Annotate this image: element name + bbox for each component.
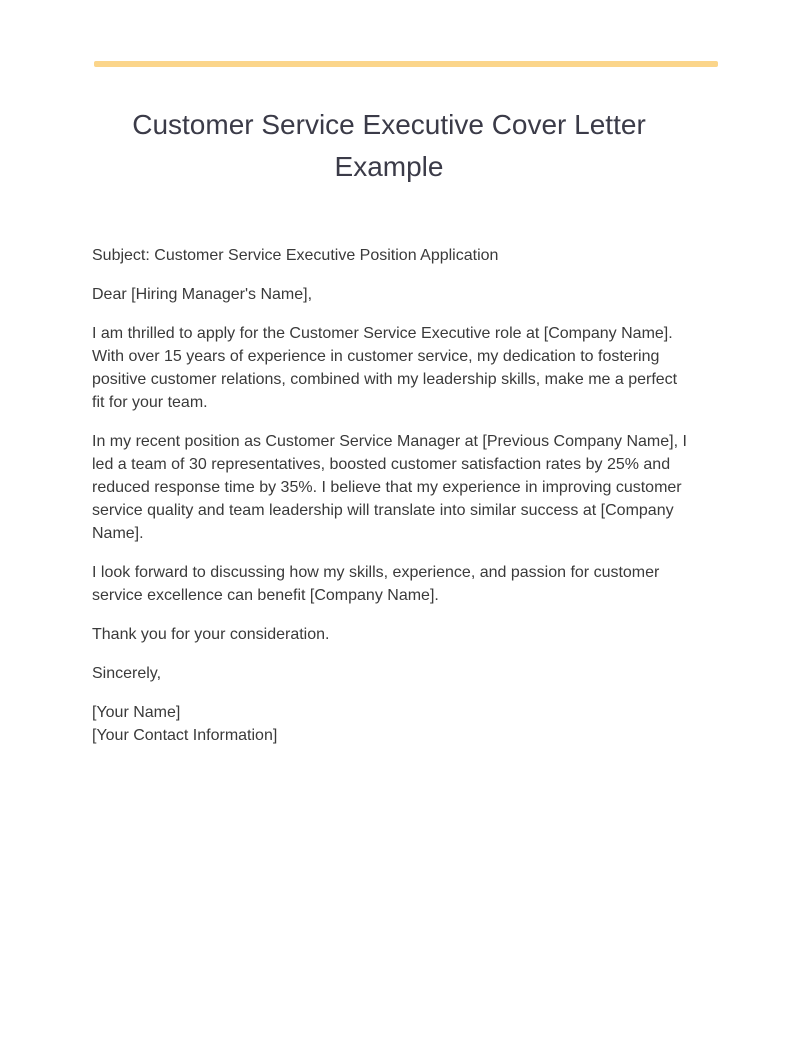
letter-thanks: Thank you for your consideration. (92, 626, 330, 643)
letter-paragraph-1: I am thrilled to apply for the Customer Service Executive role at [Company Name]. With over 15 years of experience in customer service, my dedication to fostering positive customer relations, combined with my leadership skills, make me a perfect fit for your team. (92, 325, 678, 411)
letter-paragraph-2: In my recent position as Customer Service Manager at [Previous Company Name], I led a team of 30 representatives, boosted customer satisfaction rates by 25% and reduced response time by 35%. I believe that my experience in improving customer service quality and team leadership will translate into similar success at [Company Name]. (92, 433, 687, 542)
letter-closing: Sincerely, (92, 665, 162, 682)
letter-salutation: Dear [Hiring Manager's Name], (92, 286, 313, 303)
letter-paragraph-3: I look forward to discussing how my skills, experience, and passion for customer service excellence can benefit [Company Name]. (92, 564, 660, 604)
accent-bar (94, 61, 718, 67)
letter-signature (92, 701, 692, 747)
signature-contact: [Your Contact Information] (92, 727, 278, 744)
letter-body (92, 244, 692, 747)
signature-name: [Your Name] (92, 704, 181, 721)
letter-subject: Subject: Customer Service Executive Position Application (92, 247, 499, 264)
page-title: Customer Service Executive Cover Letter Example (132, 109, 646, 182)
